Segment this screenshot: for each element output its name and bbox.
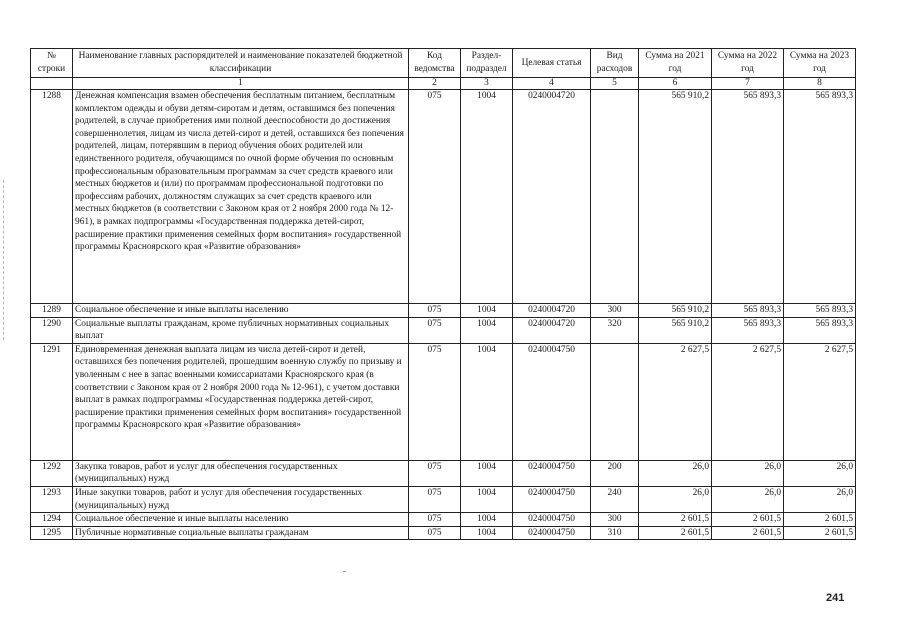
row-number: 1289 [31, 304, 73, 318]
row-target-article: 0240004720 [513, 90, 591, 304]
row-section: 1004 [461, 317, 513, 343]
row-target-article: 0240004750 [513, 526, 591, 540]
row-expense-kind [591, 90, 639, 304]
row-number: 1288 [31, 90, 73, 304]
row-name: Социальное обеспечение и иные выплаты населению [73, 513, 409, 527]
row-sum-2021: 26,0 [639, 460, 712, 486]
row-name: Единовременная денежная выплата лицам из числа детей-сирот и детей, оставшихся без попечения родителей, прошедшим военную службу по призыву и уволенным с нее в запас военными комиссариатами Красноярского края (в соответствии с Законом края от 2 ноября 2000 года № 12-961), с учетом доставки выплат в рамках подпрограммы «Государственная поддержка детей-сирот, расширение практики применения семейных форм воспитания» государственной программы Красноярского края «Развитие образования» [73, 343, 409, 460]
row-department-code: 075 [409, 304, 461, 318]
binding-marks [3, 180, 6, 340]
header-section: Раздел-подраздел [461, 49, 513, 78]
row-number: 1290 [31, 317, 73, 343]
row-target-article: 0240004750 [513, 343, 591, 460]
row-sum-2022: 565 893,3 [712, 317, 784, 343]
row-department-code: 075 [409, 526, 461, 540]
row-expense-kind: 200 [591, 460, 639, 486]
column-number: 3 [461, 78, 513, 90]
column-number: 8 [784, 78, 856, 90]
row-number: 1294 [31, 513, 73, 527]
row-target-article: 0240004750 [513, 460, 591, 486]
row-department-code: 075 [409, 486, 461, 512]
table-row [31, 90, 856, 304]
row-expense-kind: 300 [591, 304, 639, 318]
scan-speck [343, 571, 346, 572]
page-number: 241 [826, 592, 845, 604]
row-number: 1291 [31, 343, 73, 460]
column-number-row [31, 78, 856, 90]
table-header-row [31, 49, 856, 78]
header-expense-kind: Вид расходов [591, 49, 639, 78]
row-sum-2022: 2 627,5 [712, 343, 784, 460]
row-target-article: 0240004750 [513, 513, 591, 527]
row-sum-2022: 26,0 [712, 460, 784, 486]
row-sum-2023: 2 627,5 [784, 343, 856, 460]
row-sum-2023: 565 893,3 [784, 317, 856, 343]
column-number: 4 [513, 78, 591, 90]
row-sum-2021: 26,0 [639, 486, 712, 512]
row-sum-2021: 2 601,5 [639, 526, 712, 540]
header-name: Наименование главных распорядителей и наименование показателей бюджетной классификации [73, 49, 409, 78]
row-sum-2021: 565 910,2 [639, 317, 712, 343]
row-sum-2022: 2 601,5 [712, 526, 784, 540]
table-row [31, 343, 856, 460]
header-sum-2023: Сумма на 2023 год [784, 49, 856, 78]
header-department-code: Код ведомства [409, 49, 461, 78]
column-number: 2 [409, 78, 461, 90]
column-number: 6 [639, 78, 712, 90]
row-name: Иные закупки товаров, работ и услуг для обеспечения государственных (муниципальных) нужд [73, 486, 409, 512]
row-section: 1004 [461, 90, 513, 304]
row-section: 1004 [461, 486, 513, 512]
row-number: 1295 [31, 526, 73, 540]
row-sum-2021: 565 910,2 [639, 304, 712, 318]
header-sum-2021: Сумма на 2021 год [639, 49, 712, 78]
row-department-code: 075 [409, 513, 461, 527]
row-sum-2021: 565 910,2 [639, 90, 712, 304]
column-number: 1 [73, 78, 409, 90]
header-sum-2022: Сумма на 2022 год [712, 49, 784, 78]
column-number: 5 [591, 78, 639, 90]
row-department-code: 075 [409, 317, 461, 343]
row-target-article: 0240004750 [513, 486, 591, 512]
table-row [31, 460, 856, 486]
row-sum-2021: 2 627,5 [639, 343, 712, 460]
row-expense-kind: 240 [591, 486, 639, 512]
row-name: Денежная компенсация взамен обеспечения бесплатным питанием, бесплатным комплектом одежды и обуви детям-сиротам и детям, оставшимся без попечения родителей, в случае приобретения ими полной дееспособности до достижения совершеннолетия, лицам из числа детей-сирот и детей, оставшихся без попечения родителей, лицам, потерявшим в период обучения обоих родителей или единственного родителя, обучающимся по очной форме обучения по основным профессиональным образовательным программам за счет средств краевого или местных бюджетов и (или) по программам профессиональной подготовки по профессиям рабочих, должностям служащих за счет средств краевого или местных бюджетов (в соответствии с Законом края от 2 ноября 2000 года № 12-961), в рамках подпрограммы «Государственная поддержка детей-сирот, расширение практики применения семейных форм воспитания» государственной программы Красноярского края «Развитие образования» [73, 90, 409, 304]
row-section: 1004 [461, 343, 513, 460]
row-sum-2022: 565 893,3 [712, 304, 784, 318]
row-sum-2023: 565 893,3 [784, 90, 856, 304]
column-number: 7 [712, 78, 784, 90]
row-expense-kind: 320 [591, 317, 639, 343]
row-department-code: 075 [409, 90, 461, 304]
row-name: Закупка товаров, работ и услуг для обеспечения государственных (муниципальных) нужд [73, 460, 409, 486]
row-number: 1293 [31, 486, 73, 512]
column-number [31, 78, 73, 90]
row-section: 1004 [461, 513, 513, 527]
row-sum-2023: 565 893,3 [784, 304, 856, 318]
row-target-article: 0240004720 [513, 317, 591, 343]
row-name: Социальные выплаты гражданам, кроме публичных нормативных социальных выплат [73, 317, 409, 343]
row-department-code: 075 [409, 343, 461, 460]
row-sum-2021: 2 601,5 [639, 513, 712, 527]
row-sum-2022: 2 601,5 [712, 513, 784, 527]
row-department-code: 075 [409, 460, 461, 486]
row-sum-2023: 26,0 [784, 486, 856, 512]
row-name: Социальное обеспечение и иные выплаты населению [73, 304, 409, 318]
row-section: 1004 [461, 526, 513, 540]
row-sum-2022: 565 893,3 [712, 90, 784, 304]
row-target-article: 0240004720 [513, 304, 591, 318]
header-row-number: № строки [31, 49, 73, 78]
row-section: 1004 [461, 460, 513, 486]
row-expense-kind: 310 [591, 526, 639, 540]
row-sum-2023: 2 601,5 [784, 513, 856, 527]
table-row [31, 486, 856, 512]
header-target-article: Целевая статья [513, 49, 591, 78]
budget-table [30, 48, 856, 540]
row-sum-2022: 26,0 [712, 486, 784, 512]
row-number: 1292 [31, 460, 73, 486]
row-expense-kind [591, 343, 639, 460]
table-row [31, 526, 856, 540]
row-section: 1004 [461, 304, 513, 318]
row-sum-2023: 26,0 [784, 460, 856, 486]
row-sum-2023: 2 601,5 [784, 526, 856, 540]
table-row [31, 317, 856, 343]
row-expense-kind: 300 [591, 513, 639, 527]
row-name: Публичные нормативные социальные выплаты гражданам [73, 526, 409, 540]
table-row [31, 513, 856, 527]
table-row [31, 304, 856, 318]
